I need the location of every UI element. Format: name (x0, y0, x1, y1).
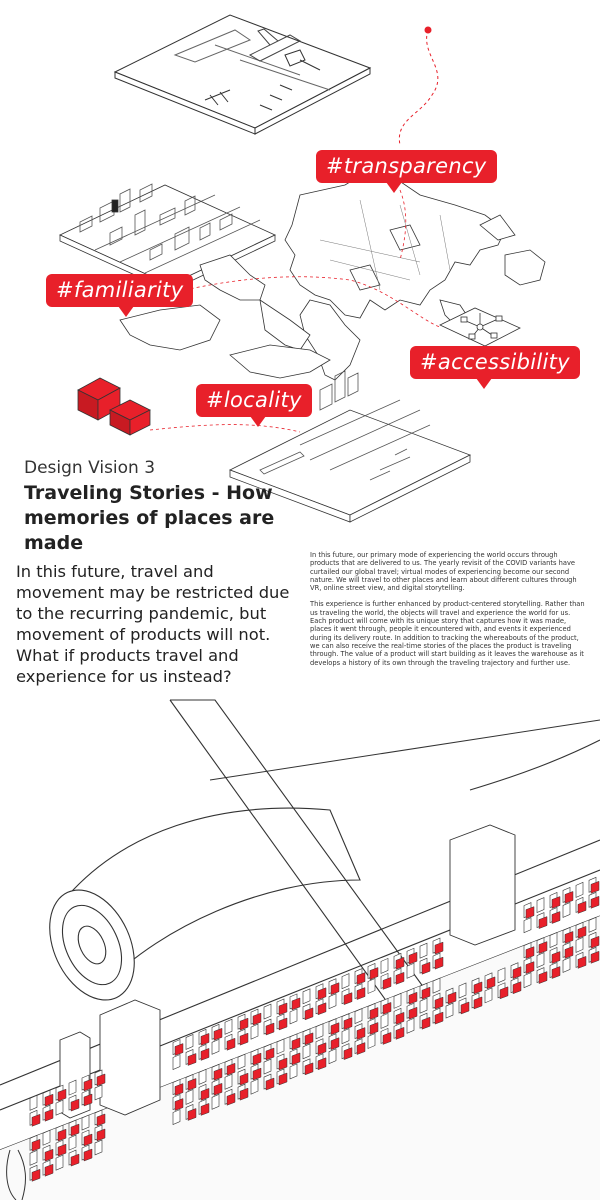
airplane-cabin-illustration (0, 680, 600, 1200)
tag-familiarity (46, 274, 193, 307)
seat (316, 999, 326, 1015)
seat (433, 938, 443, 954)
seat (381, 973, 391, 989)
seat (316, 984, 326, 1000)
airport-illustration (115, 15, 370, 134)
seat (394, 968, 404, 984)
seat (524, 903, 534, 919)
seat (394, 993, 401, 1008)
seat (43, 1130, 50, 1145)
seat (563, 887, 573, 903)
seat (420, 958, 430, 974)
seat (498, 968, 505, 983)
seat (342, 1029, 349, 1044)
seat (589, 877, 599, 893)
seat (407, 1018, 414, 1033)
seat (576, 882, 583, 897)
seat (264, 1004, 271, 1019)
seat (264, 1019, 274, 1035)
tag-transparency (316, 150, 497, 183)
body-paragraph: This experience is further enhanced by product-centered storytelling. Rather than us traveling the world, the objects will travel and experience the world for us. Each product will come with its unique story that captures how it was made, places it went through, people it encountered with, and events it experienced during its delivery route. In addition to tracking the whereabouts of the product, we can also receive the real-time stories of the places the product is traveling through. The value of a product will start building as it leaves the warehouse as it develops a history of its own through the traveling trajectory and further use. (310, 600, 585, 667)
seat (537, 898, 544, 913)
body-text (310, 551, 588, 675)
seat (368, 978, 375, 993)
seat (355, 1009, 362, 1024)
seat (355, 969, 365, 985)
seat (303, 1044, 310, 1059)
seat (303, 989, 310, 1004)
seat (277, 1039, 284, 1054)
seat (186, 1089, 193, 1104)
seat (433, 953, 443, 969)
seat (199, 1029, 209, 1045)
seat (589, 892, 599, 908)
tag-tail (386, 182, 402, 193)
seat (199, 1044, 209, 1060)
seat (303, 1004, 313, 1020)
seat (186, 1034, 193, 1049)
seat (212, 1094, 219, 1109)
seat (56, 1155, 63, 1170)
seat (82, 1115, 89, 1130)
seat (368, 963, 378, 979)
seat (381, 958, 388, 973)
seat (459, 983, 466, 998)
seat (550, 908, 560, 924)
seat (225, 1034, 235, 1050)
boxes-illustration (78, 378, 150, 435)
seat (342, 989, 352, 1005)
seat (238, 1054, 245, 1069)
seat (43, 1105, 53, 1121)
seat (342, 974, 349, 989)
seat (420, 943, 427, 958)
seat (485, 988, 492, 1003)
seat (95, 1140, 102, 1155)
seat (576, 937, 583, 952)
seat (69, 1080, 76, 1095)
seat (394, 953, 404, 969)
seat (199, 1069, 206, 1084)
seat (329, 1049, 336, 1064)
seat (537, 953, 544, 968)
tag-tail (250, 416, 266, 427)
seat (186, 1049, 196, 1065)
tag-familiarity-label: #familiarity (56, 278, 184, 302)
seat (251, 1024, 258, 1039)
seat (56, 1100, 63, 1115)
lead-paragraph: In this future, travel and movement may be restricted due to the recurring pandemic, but movement of products will not. What if products travel and experience for us instead? (16, 562, 290, 686)
seat (524, 973, 531, 988)
seat (290, 1009, 297, 1024)
body-paragraph: In this future, our primary mode of experiencing the world occurs through products that are delivered to us. The yearly revisit of the COVID variants have curtailed our global travel; virtual modes of experiencing become our second nature. We will travel to other places and learn about different cultures through VR, online street view, and digital storytelling. (310, 551, 577, 593)
seat (82, 1090, 92, 1106)
seat (264, 1059, 271, 1074)
seat (277, 999, 287, 1015)
seat (251, 1009, 261, 1025)
seat (368, 1033, 375, 1048)
seat (173, 1055, 180, 1070)
seat (420, 998, 427, 1013)
seat (329, 979, 339, 995)
tag-accessibility (410, 346, 580, 379)
seat (251, 1079, 258, 1094)
seat (238, 1014, 248, 1030)
seat (550, 933, 557, 948)
seat (381, 1013, 388, 1028)
seat (30, 1095, 37, 1110)
seat (550, 893, 560, 909)
section-subtitle: Design Vision 3 (24, 458, 156, 478)
seat (82, 1075, 92, 1091)
seat (407, 948, 417, 964)
seat (446, 1003, 453, 1018)
seat (589, 917, 596, 932)
seat (576, 897, 586, 913)
seat (95, 1085, 102, 1100)
seat (30, 1150, 37, 1165)
seat (537, 913, 547, 929)
seat (30, 1110, 40, 1126)
seat (329, 994, 336, 1009)
seat (225, 1074, 232, 1089)
tag-transparency-label: #transparency (326, 154, 487, 178)
tag-accessibility-label: #accessibility (420, 350, 570, 374)
tag-tail (476, 378, 492, 389)
seat (277, 1014, 287, 1030)
seat (173, 1040, 183, 1056)
seat (563, 902, 570, 917)
seat (316, 1024, 323, 1039)
section-title: Traveling Stories - How memories of places are made (24, 482, 275, 554)
seat (563, 957, 570, 972)
seat (69, 1135, 76, 1150)
seat (433, 978, 440, 993)
seat (355, 984, 365, 1000)
seat (238, 1029, 248, 1045)
seat (290, 994, 300, 1010)
seat (225, 1019, 232, 1034)
tag-locality (196, 384, 312, 417)
tag-tail (118, 306, 134, 317)
tag-locality-label: #locality (206, 388, 302, 412)
seat (173, 1110, 180, 1125)
seat (290, 1064, 297, 1079)
seat (212, 1024, 222, 1040)
seat (407, 963, 414, 978)
seat (43, 1090, 53, 1106)
seat (212, 1039, 219, 1054)
seat (524, 918, 531, 933)
